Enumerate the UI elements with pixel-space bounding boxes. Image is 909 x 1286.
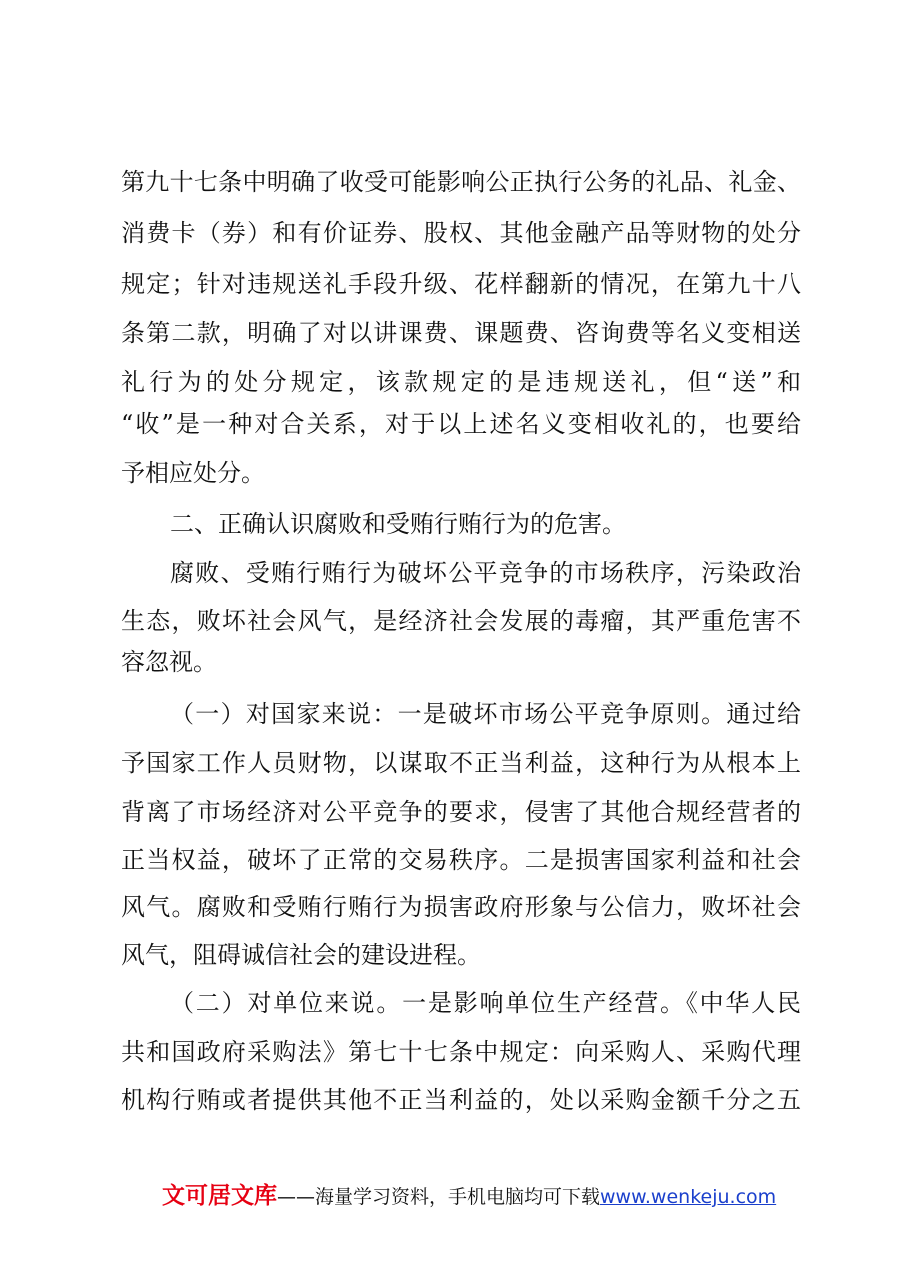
body-line: （一）对国家来说：一是破坏市场公平竞争原则。通过给 bbox=[170, 700, 801, 728]
body-line: 条第二款，明确了对以讲课费、课题费、咨询费等名义变相送 bbox=[121, 319, 801, 347]
footer-brand: 文可居文库 bbox=[162, 1183, 277, 1209]
body-line: 机构行贿或者提供其他不正当利益的，处以采购金额千分之五 bbox=[121, 1086, 801, 1114]
body-line: 容忽视。 bbox=[121, 648, 217, 676]
body-line: 予国家工作人员财物，以谋取不正当利益，这种行为从根本上 bbox=[121, 749, 801, 777]
body-line: （二）对单位来说。一是影响单位生产经营。《中华人民 bbox=[170, 989, 801, 1017]
body-line: 背离了市场经济对公平竞争的要求，侵害了其他合规经营者的 bbox=[121, 798, 801, 826]
body-line: 正当权益，破坏了正常的交易秩序。二是损害国家利益和社会 bbox=[121, 846, 801, 874]
body-line: 礼行为的处分规定，该款规定的是违规送礼，但“送”和 bbox=[121, 368, 801, 396]
body-line: 风气。腐败和受贿行贿行为损害政府形象与公信力，败坏社会 bbox=[121, 893, 801, 921]
body-line: 规定；针对违规送礼手段升级、花样翻新的情况，在第九十八 bbox=[121, 270, 801, 298]
body-line: 消费卡（券）和有价证券、股权、其他金融产品等财物的处分 bbox=[121, 219, 801, 247]
body-line: 共和国政府采购法》第七十七条中规定：向采购人、采购代理 bbox=[121, 1038, 801, 1066]
body-line: 生态，败坏社会风气，是经济社会发展的毒瘤，其严重危害不 bbox=[121, 607, 801, 635]
body-line: 予相应处分。 bbox=[121, 459, 265, 487]
footer-banner bbox=[162, 1180, 776, 1212]
footer-slogan: ——海量学习资料，手机电脑均可下载 bbox=[277, 1186, 601, 1208]
section-heading: 二、正确认识腐败和受贿行贿行为的危害。 bbox=[170, 510, 626, 538]
body-line: 第九十七条中明确了收受可能影响公正执行公务的礼品、礼金、 bbox=[121, 168, 801, 196]
body-line: 风气，阻碍诚信社会的建设进程。 bbox=[121, 941, 481, 969]
body-line: 腐败、受贿行贿行为破坏公平竞争的市场秩序，污染政治 bbox=[170, 559, 801, 587]
footer-site-link[interactable]: www.wenkeju.com bbox=[600, 1186, 777, 1208]
body-line: “收”是一种对合关系，对于以上述名义变相收礼的，也要给 bbox=[121, 410, 801, 438]
